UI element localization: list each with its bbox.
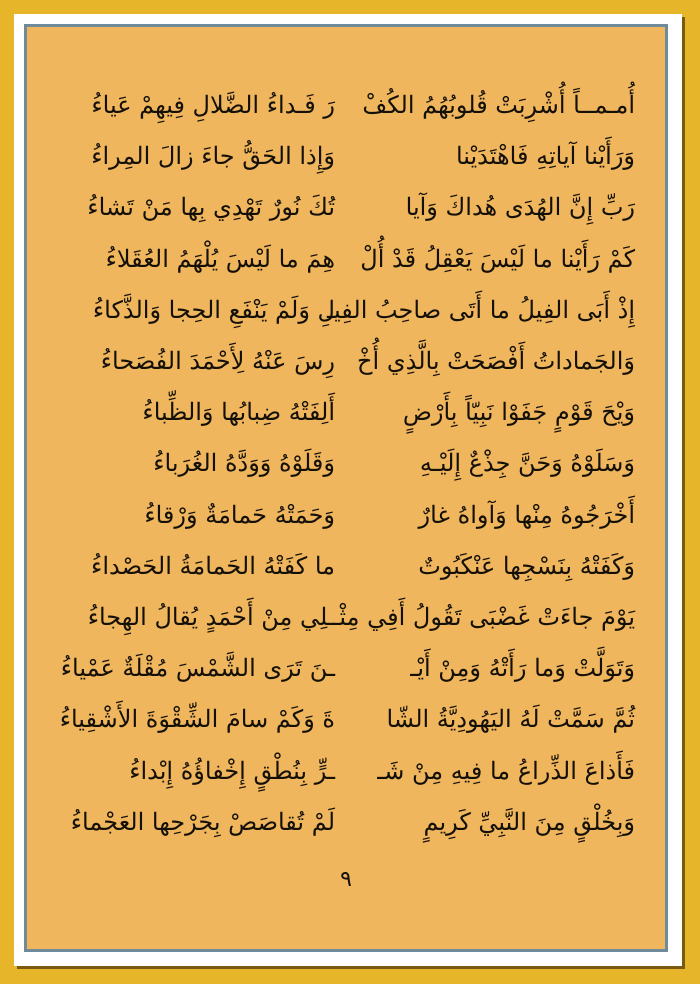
verse-first-hemistich: وَبِخُلْقٍ مِنَ النَّبِيِّ كَرِيمٍ — [423, 808, 635, 836]
verse-second-hemistich: تُكَ نُورٌ تَهْدِي بِها مَنْ تَشاءُ — [87, 193, 335, 221]
verse-second-hemistich: وَحَمَتْهُ حَمامَةٌ وَرْقاءُ — [144, 501, 335, 529]
page-frame-outer — [14, 14, 682, 966]
verse-second-hemistich: لِ وَلَمْ يَنْفَعِ الحِجا وَالذَّكاءُ — [92, 296, 335, 324]
verse-first-hemistich: كَمْ رَأَيْنا ما لَيْسَ يَعْقِلُ قَدْ أُلْ — [360, 245, 635, 273]
verse-second-hemistich: لَمْ تُقاصَصْ بِجَرْحِها العَجْماءُ — [70, 808, 335, 836]
verse-first-hemistich: يَوْمَ جاءَتْ غَضْبَى تَقُولُ أَفِي مِثْـ — [332, 603, 635, 631]
verse-second-hemistich: ـلِي مِنْ أَحْمَدٍ يُقالُ الهِجاءُ — [87, 603, 335, 631]
verse-first-hemistich: وَتَوَلَّتْ وَما رَأَتْهُ وَمِنْ أَيْـ — [410, 654, 635, 682]
verse-second-hemistich: رِسَ عَنْهُ لِأَحْمَدَ الفُصَحاءُ — [100, 347, 335, 375]
verse-second-hemistich: رَ فَـداءُ الضَّلالِ فِيهِمْ عَياءُ — [91, 91, 335, 119]
verse-second-hemistich: هِمَ ما لَيْسَ يُلْهَمُ العُقَلاءُ — [105, 245, 335, 273]
verse-second-hemistich: وَإِذا الحَقُّ جاءَ زالَ المِراءُ — [91, 142, 335, 170]
verse-first-hemistich: وَالجَماداتُ أَفْصَحَتْ بِالَّذِي أُخْ — [357, 347, 635, 375]
poem-page — [27, 27, 665, 949]
verse-first-hemistich: ثُمَّ سَمَّتْ لَهُ اليَهُودِيَّةُ الشّا — [386, 705, 635, 733]
page-frame-inner — [24, 24, 668, 952]
verse-second-hemistich: ةَ وَكَمْ سامَ الشِّقْوَةَ الأَشْقِياءُ — [59, 705, 335, 733]
verse-second-hemistich: وَقَلَوْهُ وَوَدَّهُ الغُرَباءُ — [153, 449, 335, 477]
verse-second-hemistich: ما كَفَتْهُ الحَمامَةُ الحَصْداءُ — [91, 552, 335, 580]
verse-first-hemistich: رَبِّ إِنَّ الهُدَى هُداكَ وَآيا — [405, 193, 635, 221]
verse-first-hemistich: وَرَأَيْنا آياتِهِ فَاهْتَدَيْنا — [455, 142, 635, 170]
verse-first-hemistich: وَيْحَ قَوْمٍ جَفَوْا نَبِيّاً بِأَرْضٍ — [402, 398, 635, 426]
verse-first-hemistich: أُمـمــاً أُشْرِبَتْ قُلوبُهُمُ الكُفْ — [362, 91, 635, 119]
verse-second-hemistich: ـرٍّ بِنُطْقٍ إِخْفاؤُهُ إِبْداءُ — [129, 757, 335, 785]
verse-first-hemistich: وَكَفَتْهُ بِنَسْجِها عَنْكَبُوتٌ — [418, 552, 635, 580]
verse-first-hemistich: وَسَلَوْهُ وَحَنَّ جِذْعٌ إِلَيْـهِ — [419, 449, 635, 477]
verse-second-hemistich: أَلِفَتْهُ ضِبابُها وَالظِّباءُ — [142, 398, 335, 426]
page-number: ٩ — [340, 867, 352, 892]
verse-first-hemistich: إِذْ أَبَى الفِيلُ ما أَتَى صاحِبُ الفِيـ — [326, 296, 635, 324]
verse-first-hemistich: أَخْرَجُوهُ مِنْها وَآواهُ غارٌ — [418, 501, 635, 529]
verse-first-hemistich: فَأَذاعَ الذِّراعُ ما فِيهِ مِنْ شَـ — [377, 757, 635, 785]
verse-second-hemistich: ـنَ تَرَى الشَّمْسَ مُقْلَةٌ عَمْياءُ — [60, 654, 335, 682]
